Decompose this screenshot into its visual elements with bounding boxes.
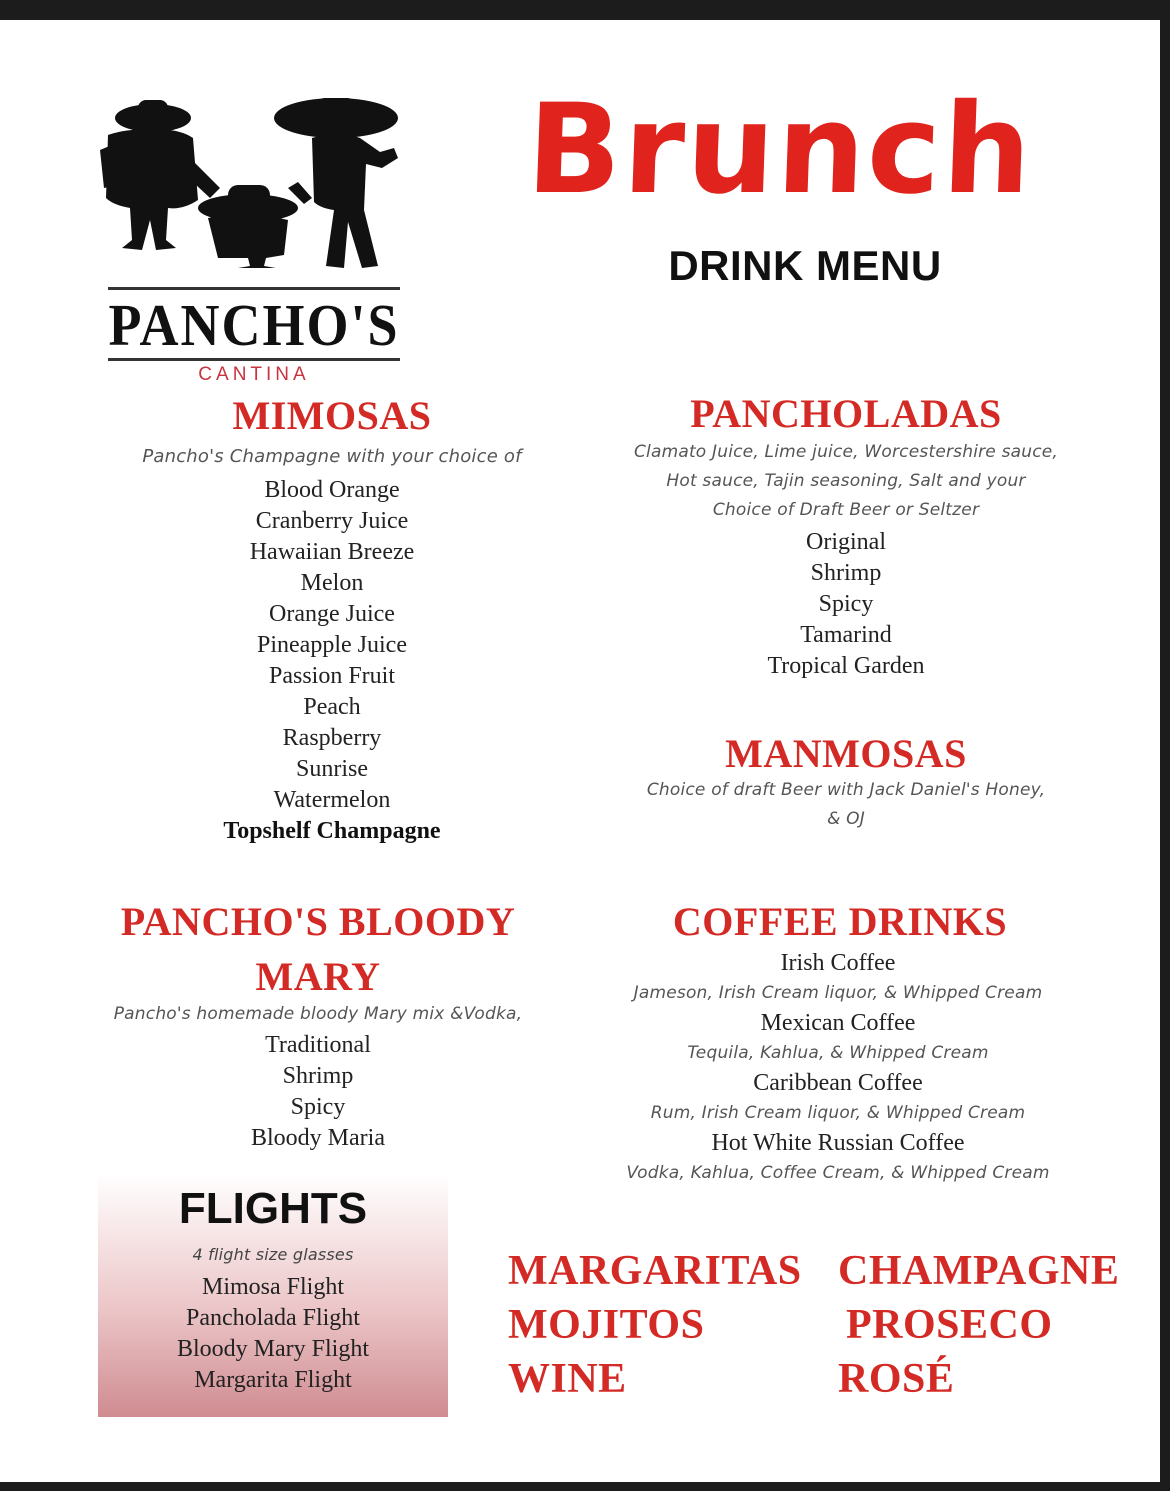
mariachi-silhouette-icon: [98, 90, 418, 270]
list-item: Pancholada Flight: [186, 1305, 360, 1331]
coffee-item-name: Mexican Coffee: [760, 1010, 916, 1036]
mimosas-title: MIMOSAS: [232, 393, 432, 438]
coffee-item-desc: Jameson, Irish Cream liquor, & Whipped Cream: [633, 983, 1043, 1003]
coffee-item-desc: Tequila, Kahlua, & Whipped Cream: [687, 1043, 989, 1063]
logo-rule-top: [108, 287, 400, 290]
extra-item: MARGARITAS: [508, 1248, 802, 1294]
mimosas-special: Topshelf Champagne: [223, 818, 441, 844]
list-item: Margarita Flight: [194, 1367, 352, 1393]
pancholadas-description: [586, 438, 1106, 525]
list-item: Original: [806, 529, 886, 555]
list-item: Passion Fruit: [268, 663, 396, 689]
bloody-mary-title: [68, 894, 568, 1004]
logo-sub: CANTINA: [198, 364, 310, 385]
description-line: Choice of draft Beer with Jack Daniel's Honey,: [646, 780, 1046, 800]
extra-item: WINE: [508, 1356, 627, 1402]
list-item: Spicy: [290, 1094, 346, 1120]
list-item: Sunrise: [296, 756, 368, 782]
list-item: Spicy: [818, 591, 874, 617]
page-subtitle: DRINK MENU: [668, 242, 942, 289]
list-item: Raspberry: [282, 725, 382, 751]
coffee-item-name: Irish Coffee: [780, 950, 896, 976]
list-item: Tamarind: [800, 622, 892, 648]
coffee-item-name: Hot White Russian Coffee: [711, 1130, 965, 1156]
pancholadas-list: [646, 527, 1046, 682]
list-item: Traditional: [265, 1032, 371, 1058]
bloody-mary-description: Pancho's homemade bloody Mary mix &Vodka,: [113, 1004, 523, 1024]
bloody-mary-list: [118, 1030, 518, 1154]
extras-right: [838, 1244, 1138, 1406]
list-item: Peach: [303, 694, 361, 720]
coffee-title: COFFEE DRINKS: [672, 899, 1008, 944]
flights-description: 4 flight size glasses: [192, 1245, 354, 1264]
list-item: Mimosa Flight: [201, 1274, 345, 1300]
title-line: PANCHO'S BLOODY: [120, 899, 516, 944]
logo-rule-bottom: [108, 358, 400, 361]
description-line: Choice of Draft Beer or Seltzer: [712, 500, 980, 520]
list-item: Watermelon: [273, 787, 391, 813]
list-item: Shrimp: [810, 560, 882, 586]
list-item: Pineapple Juice: [257, 632, 407, 658]
extras-left: [508, 1244, 808, 1406]
description-line: Hot sauce, Tajin seasoning, Salt and your: [666, 471, 1026, 491]
title-line: MARY: [255, 954, 381, 999]
mimosas-description: Pancho's Champagne with your choice of: [142, 446, 522, 467]
coffee-item-name: Caribbean Coffee: [753, 1070, 923, 1096]
flights-list: [98, 1272, 448, 1396]
list-item: Bloody Mary Flight: [176, 1336, 369, 1362]
logo: [98, 90, 418, 385]
list-item: Shrimp: [282, 1063, 354, 1089]
extra-item: ROSÉ: [838, 1356, 955, 1402]
extra-item: MOJITOS: [508, 1302, 705, 1348]
manmosas-description: [586, 776, 1106, 834]
pancholadas-title: PANCHOLADAS: [690, 391, 1002, 436]
description-line: Clamato Juice, Lime juice, Worcestershire sauce,: [633, 442, 1059, 462]
list-item: Orange Juice: [269, 601, 395, 627]
list-item: Cranberry Juice: [255, 508, 409, 534]
extra-item: PROSECO: [846, 1302, 1053, 1348]
top-dark-bar: [0, 0, 1170, 20]
list-item: Melon: [300, 570, 364, 596]
menu-page: [0, 20, 1160, 1482]
list-item: Bloody Maria: [251, 1125, 385, 1151]
manmosas-title: MANMOSAS: [725, 731, 967, 776]
list-item: Blood Orange: [264, 477, 400, 503]
coffee-item-desc: Vodka, Kahlua, Coffee Cream, & Whipped Cream: [626, 1163, 1050, 1183]
coffee-list: [578, 948, 1098, 1188]
description-line: & OJ: [827, 809, 865, 829]
extra-item: CHAMPAGNE: [838, 1248, 1120, 1294]
mimosas-list: [132, 475, 532, 847]
page-title: Brunch: [524, 78, 1036, 222]
flights-title: FLIGHTS: [178, 1184, 368, 1233]
coffee-item-desc: Rum, Irish Cream liquor, & Whipped Cream: [650, 1103, 1026, 1123]
flights-box: [98, 1174, 448, 1417]
list-item: Tropical Garden: [767, 653, 925, 679]
logo-name: PANCHO'S: [108, 292, 400, 358]
list-item: Hawaiian Breeze: [249, 539, 415, 565]
